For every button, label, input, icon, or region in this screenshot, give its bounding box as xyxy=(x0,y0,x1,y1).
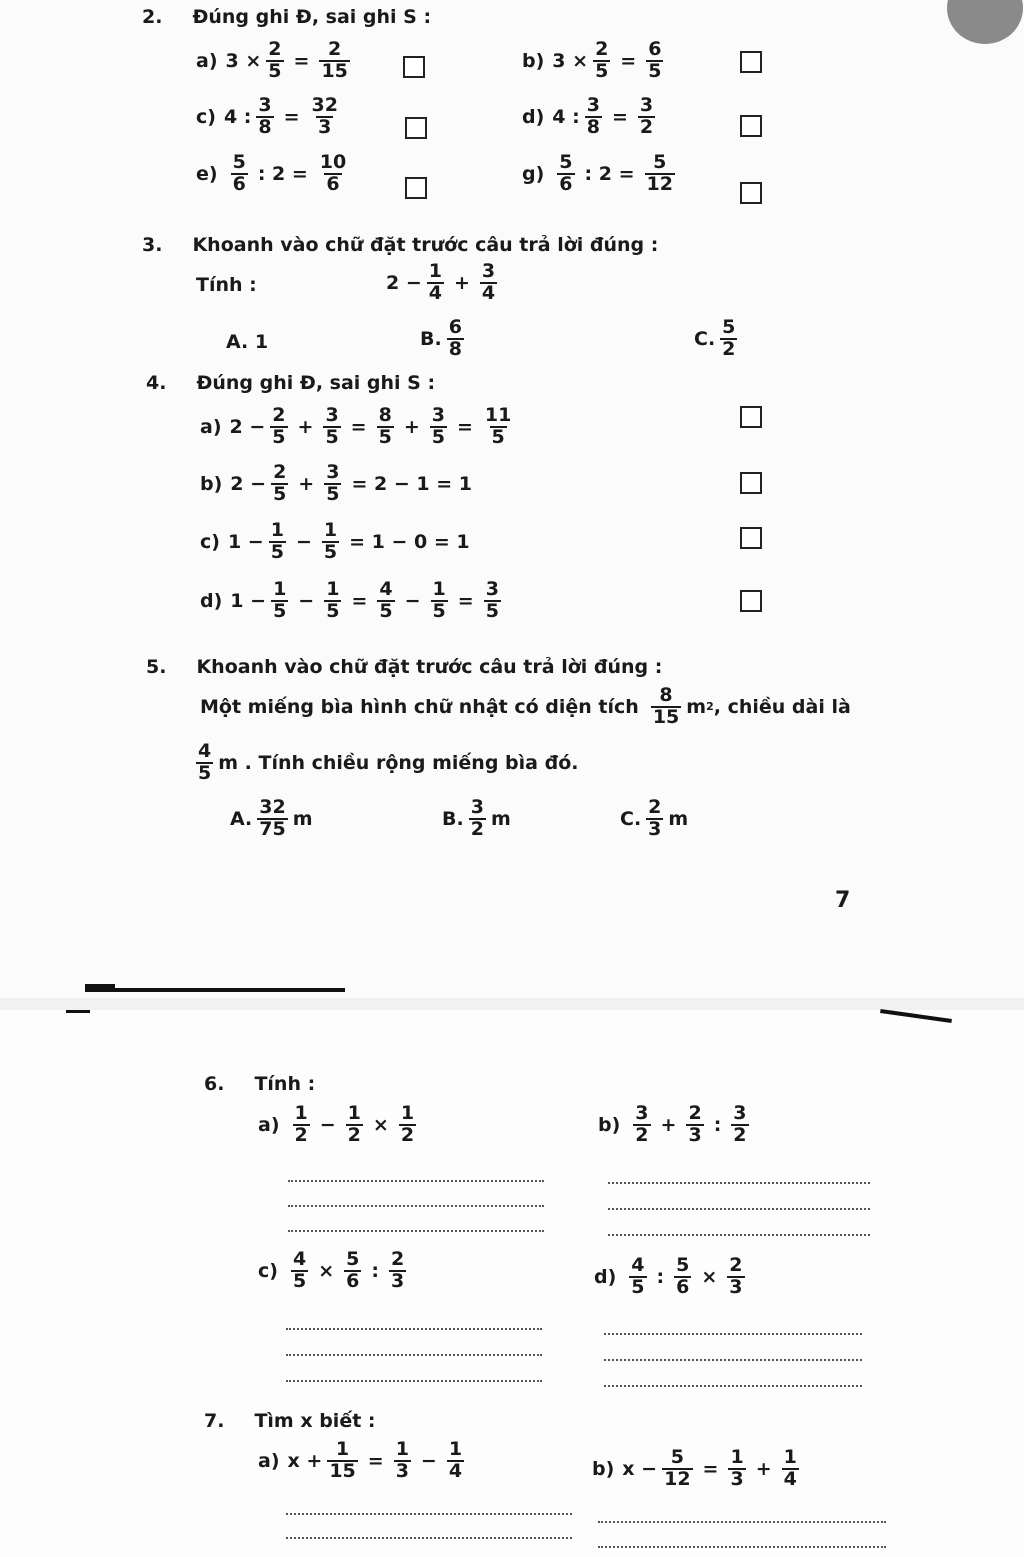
q7-item-b: b) x − $\frac{5}{12}$ = $\frac{1}{3}$ + $\frac{1}{4}$ xyxy=(592,1446,797,1490)
q5-line1: Một miếng bìa hình chữ nhật có diện tích $\frac{8}{15}$ m 2 , chiều dài là xyxy=(200,684,851,728)
q6-item-c: c) $\frac{4}{5}$ × $\frac{5}{6}$ : $\frac{2}{3}$ xyxy=(258,1248,405,1292)
q4-a-answer-box[interactable] xyxy=(740,406,762,428)
q4-d-answer-box[interactable] xyxy=(740,590,762,612)
q5-line2: $\frac{4}{5}$ m . Tính chiều rộng miếng bìa đó. xyxy=(198,740,579,784)
q2-item-e: e) $\frac{5}{6}$ : 2 = $\frac{10}{6}$ xyxy=(196,151,347,195)
page-edge-mark-left xyxy=(66,1010,90,1013)
q2-item-b: b) 3 × $\frac{2}{5}$ = $\frac{6}{5}$ xyxy=(522,38,662,82)
q2-a-answer-box[interactable] xyxy=(403,56,425,78)
answer-line[interactable] xyxy=(286,1513,572,1515)
q3-option-b[interactable]: B. $\frac{6}{8}$ xyxy=(420,316,462,360)
q3-option-c[interactable]: C. $\frac{5}{2}$ xyxy=(694,316,736,360)
q4-item-c: c) 1 − $\frac{1}{5}$ − $\frac{1}{5}$ = 1 − 0 = 1 xyxy=(200,519,470,563)
q4-heading: 4. Đúng ghi Đ, sai ghi S : xyxy=(146,372,436,394)
q2-d-answer-box[interactable] xyxy=(740,115,762,137)
answer-line[interactable] xyxy=(286,1537,572,1539)
answer-line[interactable] xyxy=(286,1354,542,1356)
q2-heading: 2. Đúng ghi Đ, sai ghi S : xyxy=(142,6,432,28)
answer-line[interactable] xyxy=(286,1380,542,1382)
q3-tinh-label: Tính : xyxy=(196,274,257,296)
q3-option-a[interactable]: A. 1 xyxy=(226,331,269,353)
q2-item-d: d) 4 : $\frac{3}{8}$ = $\frac{3}{2}$ xyxy=(522,94,654,138)
q2-item-g: g) $\frac{5}{6}$ : 2 = $\frac{5}{12}$ xyxy=(522,151,673,195)
answer-line[interactable] xyxy=(608,1182,870,1184)
q3-expression: 2 − $\frac{1}{4}$ + $\frac{3}{4}$ xyxy=(386,260,496,304)
answer-line[interactable] xyxy=(288,1230,544,1232)
answer-line[interactable] xyxy=(604,1359,862,1361)
q4-item-a: a) 2 − $\frac{2}{5}$ + $\frac{3}{5}$ = $\frac{8}{5}$ + $\frac{3}{5}$ = $\frac{11}{5}$ xyxy=(200,404,512,448)
q2-item-c: c) 4 : $\frac{3}{8}$ = $\frac{32}{3}$ xyxy=(196,94,338,138)
q5-heading: 5. Khoanh vào chữ đặt trước câu trả lời đúng : xyxy=(146,656,663,678)
answer-line[interactable] xyxy=(604,1385,862,1387)
q7-heading: 7. Tìm x biết : xyxy=(204,1410,376,1432)
q2-b-answer-box[interactable] xyxy=(740,51,762,73)
q2-c-answer-box[interactable] xyxy=(405,117,427,139)
q5-option-a[interactable]: A. $\frac{32}{75}$ m xyxy=(230,796,313,840)
answer-line[interactable] xyxy=(288,1180,544,1182)
q3-heading: 3. Khoanh vào chữ đặt trước câu trả lời đúng : xyxy=(142,234,659,256)
page-number: 7 xyxy=(835,888,851,913)
answer-line[interactable] xyxy=(604,1333,862,1335)
q6-item-b: b) $\frac{3}{2}$ + $\frac{2}{3}$ : $\frac{3}{2}$ xyxy=(598,1102,747,1146)
q2-g-answer-box[interactable] xyxy=(740,182,762,204)
q4-c-answer-box[interactable] xyxy=(740,527,762,549)
answer-line[interactable] xyxy=(598,1521,886,1523)
answer-line[interactable] xyxy=(286,1328,542,1330)
q6-item-d: d) $\frac{4}{5}$ : $\frac{5}{6}$ × $\frac{2}{3}$ xyxy=(594,1254,743,1298)
q6-item-a: a) $\frac{1}{2}$ − $\frac{1}{2}$ × $\frac{1}{2}$ xyxy=(258,1102,415,1146)
page-edge-shadow xyxy=(85,988,345,992)
q5-option-b[interactable]: B. $\frac{3}{2}$ m xyxy=(442,796,511,840)
page-edge-mark xyxy=(85,984,115,992)
answer-line[interactable] xyxy=(608,1234,870,1236)
q6-heading: 6. Tính : xyxy=(204,1073,316,1095)
q7-item-a: a) x + $\frac{1}{15}$ = $\frac{1}{3}$ − $\frac{1}{4}$ xyxy=(258,1438,463,1482)
answer-line[interactable] xyxy=(288,1205,544,1207)
worksheet-page-bottom xyxy=(0,1010,1024,1557)
answer-line[interactable] xyxy=(608,1208,870,1210)
q2-e-answer-box[interactable] xyxy=(405,177,427,199)
q4-b-answer-box[interactable] xyxy=(740,472,762,494)
q4-item-d: d) 1 − $\frac{1}{5}$ − $\frac{1}{5}$ = $\frac{4}{5}$ − $\frac{1}{5}$ = $\frac{3}{5}$ xyxy=(200,578,499,622)
q5-option-c[interactable]: C. $\frac{2}{3}$ m xyxy=(620,796,689,840)
q4-item-b: b) 2 − $\frac{2}{5}$ + $\frac{3}{5}$ = 2 − 1 = 1 xyxy=(200,461,472,505)
q2-item-a: a) 3 × $\frac{2}{5}$ = $\frac{2}{15}$ xyxy=(196,38,348,82)
answer-line[interactable] xyxy=(598,1546,886,1548)
